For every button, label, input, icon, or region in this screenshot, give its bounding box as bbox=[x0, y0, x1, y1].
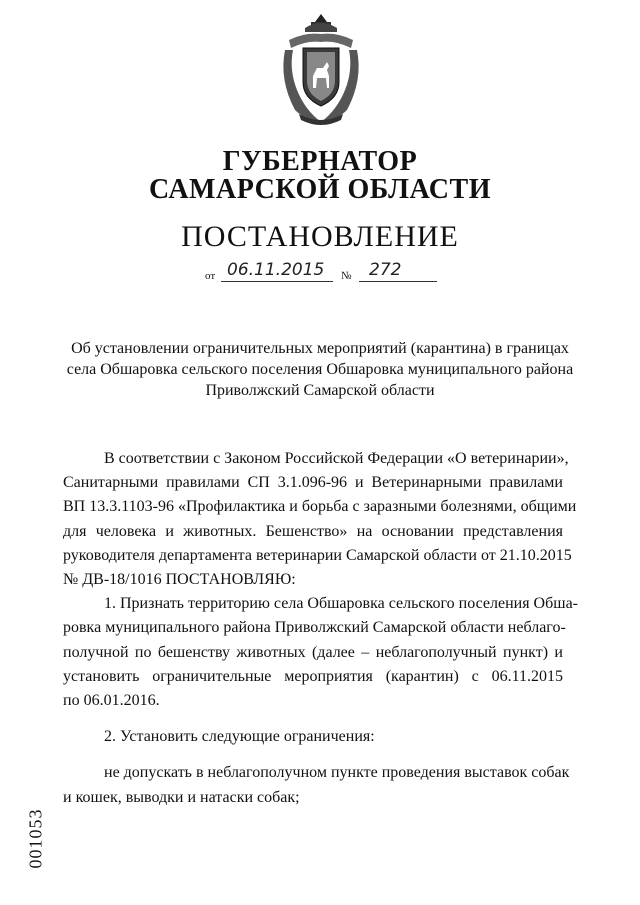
body-line: 2. Установить следующие ограничения: bbox=[104, 728, 375, 746]
paragraph-gap bbox=[63, 713, 563, 725]
body-line: установить ограничительные мероприятия (карантин) с 06.11.2015 bbox=[63, 667, 563, 685]
date-number-line bbox=[205, 262, 445, 286]
body-line: для человека и животных. Бешенство» на основании представления bbox=[63, 522, 563, 540]
date-handwritten: 06.11.2015 bbox=[227, 260, 325, 280]
date-underline bbox=[221, 281, 333, 282]
body-line: получной по бешенству животных (далее – неблагополучный пункт) и bbox=[63, 643, 563, 661]
issuer-title-line2: САМАРСКОЙ ОБЛАСТИ bbox=[149, 174, 491, 205]
body-line: по 06.01.2016. bbox=[63, 692, 160, 710]
body-line: 1. Признать территорию села Обшаровка сельского поселения Обша- bbox=[104, 595, 578, 613]
body-line: Санитарными правилами СП 3.1.096-96 и Ветеринарными правилами bbox=[63, 474, 563, 492]
body-line: В соответствии с Законом Российской Федерации «О ветеринарии», bbox=[104, 450, 569, 467]
body-line: ровка муниципального района Приволжский Самарской области неблаго- bbox=[63, 619, 566, 637]
body-line: ВП 13.3.1103-96 «Профилактика и борьба с заразными болезнями, общими bbox=[63, 498, 577, 516]
coat-of-arms-emblem bbox=[275, 10, 367, 128]
paragraph-gap bbox=[63, 749, 563, 761]
margin-code-text: 001053 bbox=[25, 808, 46, 869]
body-line: № ДВ-18/1016 ПОСТАНОВЛЯЮ: bbox=[63, 571, 296, 589]
margin-registration-code bbox=[8, 790, 64, 890]
body-line: и кошек, выводки и натаски собак; bbox=[63, 788, 300, 806]
body-line: не допускать в неблагополучном пункте проведения выставок собак bbox=[104, 764, 570, 782]
subject-line: села Обшаровка сельского поселения Обшаровка муниципального района bbox=[66, 361, 574, 378]
issuer-title-line1: ГУБЕРНАТОР bbox=[222, 146, 418, 177]
number-label: № bbox=[341, 270, 352, 282]
document-subject bbox=[60, 338, 580, 401]
body-line: руководителя департамента ветеринарии Самарской области от 21.10.2015 bbox=[63, 546, 572, 564]
document-body bbox=[63, 447, 578, 810]
date-label: от bbox=[205, 270, 216, 282]
subject-line: Об установлении ограничительных мероприятий (карантина) в границах bbox=[71, 340, 569, 357]
subject-line: Приволжский Самарской области bbox=[205, 382, 435, 399]
document-type: ПОСТАНОВЛЕНИЕ bbox=[181, 220, 459, 253]
number-handwritten: 272 bbox=[369, 260, 402, 280]
number-underline bbox=[359, 281, 437, 282]
